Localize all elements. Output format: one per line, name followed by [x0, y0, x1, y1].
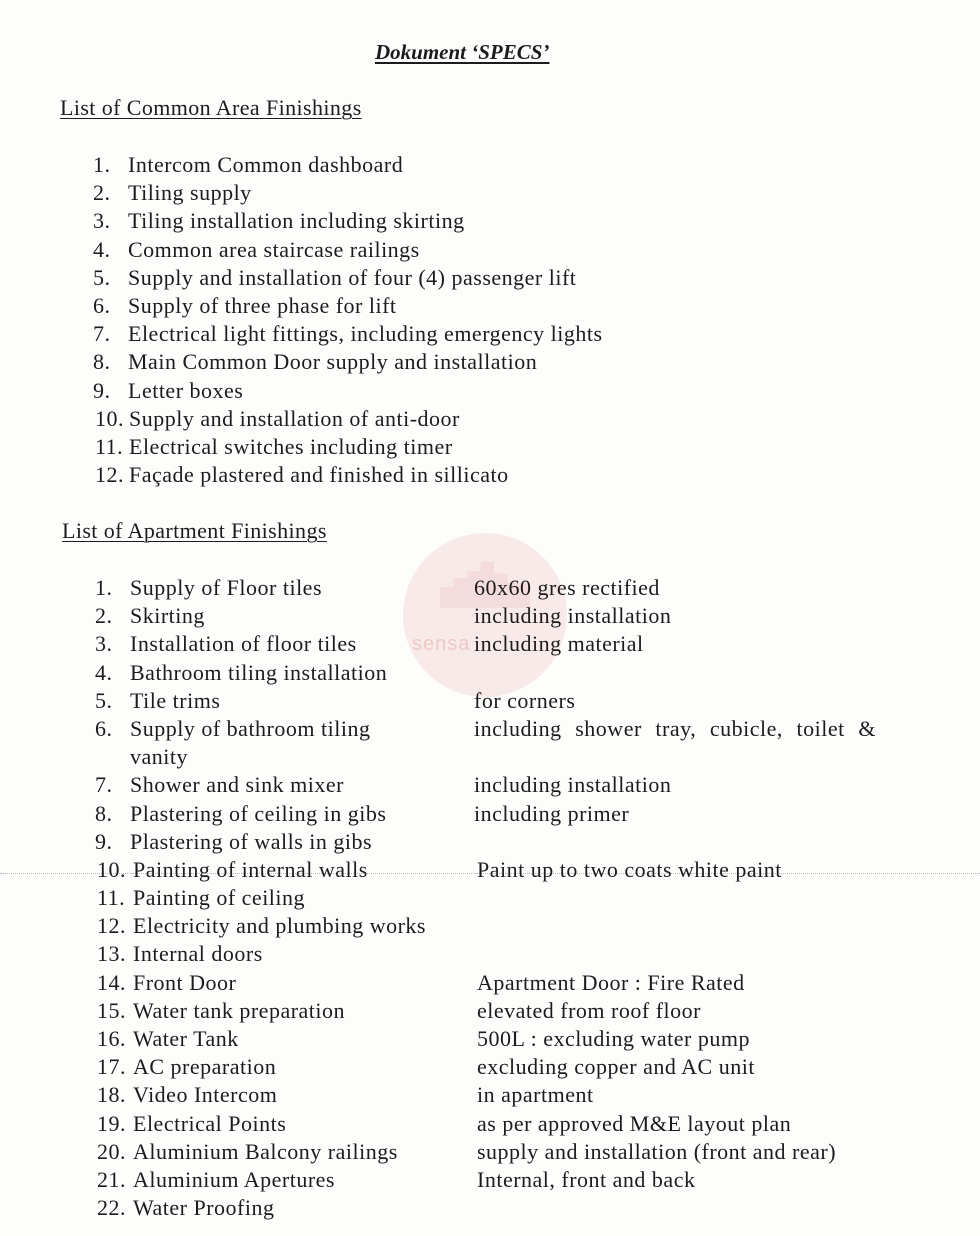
list-item — [0, 179, 980, 207]
item-text: Skirting — [130, 603, 205, 629]
list-item — [0, 997, 980, 1025]
item-description: including installation — [474, 603, 672, 629]
list-item — [0, 856, 980, 884]
item-text: Electrical Points — [133, 1110, 287, 1136]
item-number: 3. — [93, 208, 111, 234]
item-number: 11. — [95, 433, 124, 459]
item-number: 10. — [97, 856, 126, 882]
list-item — [0, 151, 980, 179]
item-text: Water Proofing — [133, 1195, 275, 1221]
list-item — [0, 1166, 980, 1194]
document-title: Dokument ‘SPECS’ — [375, 40, 550, 64]
item-text: Supply of Floor tiles — [130, 575, 323, 600]
list-item — [0, 884, 980, 912]
list-item — [0, 715, 980, 743]
item-number: 2. — [93, 180, 111, 206]
item-number: 2. — [95, 603, 113, 629]
item-text: Water tank preparation — [133, 997, 346, 1023]
item-description: as per approved M&E layout plan — [477, 1110, 792, 1136]
item-number: 18. — [97, 1082, 126, 1108]
item-number: 13. — [97, 941, 126, 967]
list-item — [0, 659, 980, 687]
list-item — [0, 1138, 980, 1166]
item-number: 7. — [95, 772, 113, 798]
item-text: Façade plastered and finished in sillicato — [129, 462, 509, 488]
item-number: 9. — [93, 377, 111, 403]
item-number: 4. — [93, 236, 111, 262]
apartment-heading: List of Apartment Finishings — [62, 518, 327, 543]
item-number: 1. — [93, 152, 111, 177]
list-item — [0, 405, 980, 433]
list-item — [0, 377, 980, 405]
item-number: 12. — [97, 913, 126, 939]
item-number: 14. — [97, 969, 126, 995]
item-number: 5. — [93, 264, 111, 290]
item-number: 5. — [95, 687, 113, 713]
item-description: excluding copper and AC unit — [477, 1054, 755, 1080]
list-item — [0, 320, 980, 348]
item-number: 7. — [93, 321, 111, 347]
item-number: 22. — [97, 1195, 126, 1221]
item-text: Internal doors — [133, 941, 263, 967]
item-number: 16. — [97, 1026, 126, 1051]
item-description: including primer — [474, 800, 630, 826]
item-description: including shower tray, cubicle, toilet & — [474, 715, 876, 741]
item-text: Electrical switches including timer — [129, 433, 453, 459]
item-number: 6. — [93, 292, 111, 318]
item-text: Shower and sink mixer — [130, 772, 344, 798]
item-text: Video Intercom — [133, 1082, 278, 1108]
item-text: Supply and installation of anti-door — [129, 405, 460, 431]
item-number: 15. — [97, 997, 126, 1023]
item-text: Painting of ceiling — [133, 885, 306, 911]
list-item — [0, 602, 980, 630]
item-text: Plastering of ceiling in gibs — [130, 800, 387, 826]
item-text: Tiling supply — [128, 180, 252, 206]
item-text: Installation of floor tiles — [130, 631, 357, 657]
apartment-list — [0, 574, 980, 1222]
item-description: including installation — [474, 772, 672, 798]
item-description: supply and installation (front and rear) — [477, 1138, 837, 1164]
list-item-continuation — [0, 743, 980, 771]
list-item — [0, 433, 980, 461]
list-item — [0, 292, 980, 320]
item-number: 11. — [97, 885, 126, 911]
item-number: 9. — [95, 828, 113, 854]
item-text: Common area staircase railings — [128, 236, 420, 262]
item-number: 19. — [97, 1110, 126, 1136]
item-number: 8. — [95, 800, 113, 826]
list-item — [0, 264, 980, 292]
item-description: in apartment — [477, 1082, 594, 1108]
item-number: 10. — [95, 405, 124, 431]
item-description: for corners — [474, 687, 576, 713]
item-text: Water Tank — [133, 1026, 239, 1051]
item-text: Tile trims — [130, 687, 221, 713]
list-item — [0, 1194, 980, 1222]
item-number: 4. — [95, 659, 113, 685]
item-description: 500L : excluding water pump — [477, 1026, 750, 1051]
item-number: 20. — [97, 1138, 126, 1164]
watermark-text: sensa — [412, 633, 471, 655]
list-item — [0, 348, 980, 376]
item-description: Paint up to two coats white paint — [477, 856, 782, 882]
item-text: Front Door — [133, 969, 237, 995]
common-area-list — [0, 151, 980, 489]
item-text: Letter boxes — [128, 377, 244, 403]
item-text: Main Common Door supply and installation — [128, 349, 538, 375]
item-text: Tiling installation including skirting — [128, 208, 465, 234]
item-text: Aluminium Apertures — [133, 1166, 335, 1192]
list-item — [0, 912, 980, 940]
item-text: Supply of bathroom tiling — [130, 715, 371, 741]
list-item — [0, 461, 980, 489]
list-item — [0, 687, 980, 715]
item-text-continuation: vanity — [130, 744, 188, 770]
item-text: Supply of three phase for lift — [128, 292, 397, 318]
item-text: Painting of internal walls — [133, 856, 368, 882]
item-description: Apartment Door : Fire Rated — [477, 969, 745, 995]
item-number: 21. — [97, 1166, 126, 1192]
item-number: 6. — [95, 715, 113, 741]
list-item — [0, 207, 980, 235]
list-item — [0, 236, 980, 264]
item-text: Electrical light fittings, including emergency lights — [128, 321, 603, 347]
common-area-heading: List of Common Area Finishings — [60, 95, 362, 120]
item-text: Bathroom tiling installation — [130, 659, 388, 685]
item-number: 12. — [95, 462, 124, 488]
item-text: Plastering of walls in gibs — [130, 828, 373, 854]
list-item — [0, 1081, 980, 1109]
list-item — [0, 574, 980, 602]
item-text: Electricity and plumbing works — [133, 913, 426, 939]
list-item — [0, 1110, 980, 1138]
list-item — [0, 771, 980, 799]
item-number: 1. — [95, 575, 113, 600]
list-item — [0, 828, 980, 856]
item-description: including material — [474, 631, 644, 657]
item-description: 60x60 gres rectified — [474, 575, 660, 600]
item-text: AC preparation — [133, 1054, 277, 1080]
list-item — [0, 630, 980, 658]
item-number: 17. — [97, 1054, 126, 1080]
list-item — [0, 940, 980, 968]
list-item — [0, 1053, 980, 1081]
item-description: Internal, front and back — [477, 1166, 696, 1192]
item-number: 8. — [93, 349, 111, 375]
list-item — [0, 800, 980, 828]
list-item — [0, 1025, 980, 1053]
item-number: 3. — [95, 631, 113, 657]
item-text: Intercom Common dashboard — [128, 152, 404, 177]
item-text: Supply and installation of four (4) passenger lift — [128, 264, 577, 290]
list-item — [0, 969, 980, 997]
item-description: elevated from roof floor — [477, 997, 701, 1023]
item-text: Aluminium Balcony railings — [133, 1138, 398, 1164]
